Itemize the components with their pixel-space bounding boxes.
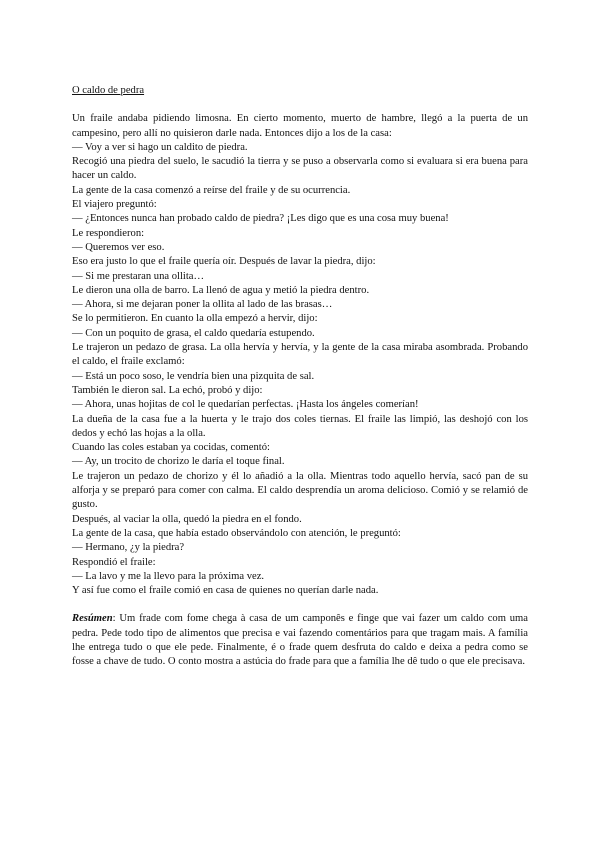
summary-text: : Um frade com fome chega à casa de um camponês e finge que vai fazer um caldo com uma pedra. Pede todo tipo de alimentos que precisa e vai fazendo comentários para que tragam mais. A família lhe entrega tudo o que ele pede. Finalmente, é o frade quem desfruta do caldo e deixa a pedra como se fosse a chave de tudo. O conto mostra a astúcia do frade para que a família lhe dê tudo o que ele precisava. [72,613,528,668]
paragraph: — Si me prestaran una ollita… [72,270,205,282]
paragraph: — Ahora, si me dejaran poner la ollita al lado de las brasas… [72,299,333,311]
paragraph: — Con un poquito de grasa, el caldo quedaría estupendo. [72,327,315,339]
paragraph: — Hermano, ¿y la piedra? [72,542,185,554]
paragraph: La gente de la casa, que había estado observándolo con atención, le preguntó: [72,527,401,539]
document-page [72,84,528,670]
paragraph: El viajero preguntó: [72,199,157,211]
story-body [72,112,528,598]
paragraph: Cuando las coles estaban ya cocidas, comentó: [72,442,270,454]
paragraph: Y así fue como el fraile comió en casa de quienes no querían darle nada. [72,585,379,597]
paragraph: Eso era justo lo que el fraile quería oír. Después de lavar la piedra, dijo: [72,256,376,268]
paragraph: La dueña de la casa fue a la huerta y le trajo dos coles tiernas. El fraile las limpió, las deshojó con los dedos y echó las hojas a la olla. [72,413,528,439]
paragraph: — Está un poco soso, le vendría bien una pizquita de sal. [72,370,315,382]
paragraph: — Ay, un trocito de chorizo le daría el toque final. [72,456,285,468]
paragraph: — Voy a ver si hago un caldito de piedra. [72,141,248,153]
paragraph: Después, al vaciar la olla, quedó la piedra en el fondo. [72,513,302,525]
paragraph: Le trajeron un pedazo de grasa. La olla hervía y hervía, y la gente de la casa miraba asombrada. Probando el caldo, el fraile exclamó: [72,342,528,368]
document-title: O caldo de pedra [72,85,145,96]
paragraph: Un fraile andaba pidiendo limosna. En cierto momento, muerto de hambre, llegó a la puerta de un campesino, pero allí no quisieron darle nada. Entonces dijo a los de la casa: [72,113,528,139]
paragraph: Le dieron una olla de barro. La llenó de agua y metió la piedra dentro. [72,284,370,296]
paragraph: Respondió el fraile: [72,556,156,568]
summary-section [72,612,528,669]
paragraph: Le trajeron un pedazo de chorizo y él lo añadió a la olla. Mientras todo aquello hervía, sacó pan de su alforja y se preparó para comer con calma. El caldo desprendía un aroma delicioso. Comió y se relamió de gusto. [72,470,528,511]
paragraph: — La lavo y me la llevo para la próxima vez. [72,570,265,582]
paragraph: La gente de la casa comenzó a reírse del fraile y de su ocurrencia. [72,184,351,196]
paragraph: — Ahora, unas hojitas de col le quedarían perfectas. ¡Hasta los ángeles comerían! [72,399,419,411]
paragraph: También le dieron sal. La echó, probó y dijo: [72,384,263,396]
paragraph: — Queremos ver eso. [72,241,165,253]
paragraph: — ¿Entonces nunca han probado caldo de piedra? ¡Les digo que es una cosa muy buena! [72,213,449,225]
summary-paragraph [72,612,528,669]
paragraph: Le respondieron: [72,227,145,239]
summary-label: Resúmen [72,613,113,625]
paragraph: Se lo permitieron. En cuanto la olla empezó a hervir, dijo: [72,313,318,325]
paragraph: Recogió una piedra del suelo, le sacudió la tierra y se puso a observarla como si evaluara si era buena para hacer un caldo. [72,156,528,182]
